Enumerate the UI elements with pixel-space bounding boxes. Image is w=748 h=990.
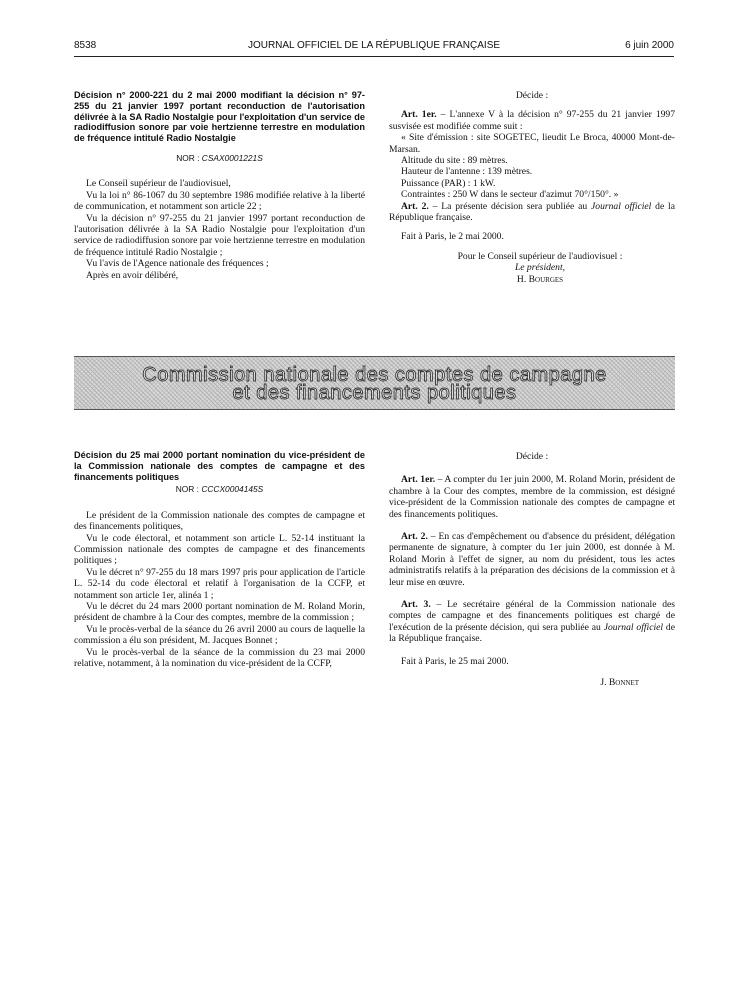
signature-role: Le président, — [514, 262, 566, 274]
article-text: La présente décision sera publiée au — [441, 200, 588, 212]
banner-line-1: Commission nationale des comptes de campagne — [142, 364, 607, 386]
article-1: Art. 1er. – A compter du 1er juin 2000, M. Roland Morin, président de chambre à la Cour des comptes, membre de la commission, est désigné vice-président de la Commission nationale des comptes de campagne et des financements politiques. — [389, 474, 675, 520]
preamble-paragraph: Vu l'avis de l'Agence nationale des fréquences ; — [86, 258, 269, 270]
article-text: L'annexe V à la décision n° 97-255 du 21 janvier 1997 susvisée est modifiée comme suit : — [389, 109, 676, 132]
preamble-paragraph: Après en avoir délibéré, — [86, 269, 179, 281]
section-banner — [74, 356, 675, 410]
signature-for: Pour le Conseil supérieur de l'audiovisuel : — [457, 250, 623, 262]
article-text: Le secrétaire général de la Commission nationale des comptes de campagne et des financements politiques est chargé de l'exécution de la présente décision, qui sera publiée au — [389, 599, 676, 633]
decision1-nor — [74, 153, 365, 164]
article-label: Art. 2. — [401, 531, 428, 543]
decide-heading: Décide : — [515, 90, 549, 101]
decision2-left-column — [74, 450, 365, 669]
article-label: Art. 2. — [401, 200, 429, 212]
nor-label: NOR : — [175, 484, 199, 495]
journal-title: JOURNAL OFFICIEL DE LA RÉPUBLIQUE FRANÇAISE — [247, 40, 501, 51]
journal-name: Journal officiel — [591, 200, 652, 212]
issue-date: 6 juin 2000 — [625, 40, 674, 51]
preamble-paragraph: Le Conseil supérieur de l'audiovisuel, — [86, 178, 231, 190]
decision2-right-column — [389, 451, 675, 689]
site-line: Puissance (PAR) : 1 kW. — [401, 177, 496, 189]
signature-name: J. Bonnet — [600, 677, 639, 689]
preamble-paragraph: Vu le décret du 24 mars 2000 portant nomination de M. Roland Morin, président de chambre à la Cour des comptes, membre de la commission ; — [74, 601, 365, 624]
article-text: En cas d'empêchement ou d'absence du président, délégation permanente de signature, à compter du 1er juin 2000, est donnée à M. Roland Morin à l'effet de signer, au nom du président, tous les actes administratifs relatifs à la préparation des décisions de la commission et à leur mise en œuvre. — [389, 531, 676, 588]
article-2: Art. 2. – En cas d'empêchement ou d'absence du président, délégation permanente de signature, à compter du 1er juin 2000, est donnée à M. Roland Morin à l'effet de signer, au nom du président, tous les actes administratifs relatifs à la préparation des décisions de la commission et à leur mise en œuvre. — [389, 531, 676, 588]
preamble-paragraph: Le président de la Commission nationale des comptes de campagne et des financements politiques, — [74, 509, 365, 533]
page-number: 8538 — [74, 40, 97, 51]
journal-name: Journal officiel — [603, 621, 664, 633]
site-line: Altitude du site : 89 mètres. — [401, 155, 508, 167]
article-2: Art. 2. – La présente décision sera publiée au Journal officiel de la République française. — [389, 200, 675, 224]
article-text: de la République française. — [389, 200, 675, 224]
article-label: Art. 3. — [401, 599, 431, 611]
article-1: Art. 1er. – L'annexe V à la décision n° 97-255 du 21 janvier 1997 susvisée est modifiée comme suit : — [389, 109, 676, 132]
nor-code: CSAX0001221S — [201, 152, 263, 163]
header-rule — [74, 56, 674, 57]
preamble-paragraph: Vu le procès-verbal de la séance du 26 avril 2000 au cours de laquelle la commission a élu son président, M. Jacques Bonnet ; — [74, 623, 365, 647]
page-header — [74, 40, 674, 54]
banner-line-2: et des financements politiques — [232, 382, 517, 404]
done-at: Fait à Paris, le 25 mai 2000. — [401, 655, 509, 667]
preamble-paragraph: Vu le procès-verbal de la séance de la commission du 23 mai 2000 relative, notamment, à la nomination du vice-président de la CCFP, — [74, 646, 365, 670]
article-3: Art. 3. – Le secrétaire général de la Commission nationale des comptes de campagne et des financements politiques est chargé de l'exécution de la présente décision, qui sera publiée au Journal officiel de la République française. — [389, 599, 676, 645]
decision1-title: Décision n° 2000-221 du 2 mai 2000 modifiant la décision n° 97-255 du 21 janvier 1997 portant reconduction de l'autorisation délivrée à la SA Radio Nostalgie pour l'exploitation d'un service de radiodiffusion sonore par voie hertzienne terrestre en modulation de fréquence intitulé Radio Nostalgie — [74, 90, 365, 144]
decision1-right-column — [389, 90, 675, 285]
nor-code: CCCX0004145S — [201, 484, 264, 495]
decide-heading: Décide : — [515, 451, 549, 462]
article-text: de la République française. — [389, 621, 675, 645]
decision2-nor — [74, 484, 365, 495]
site-line: « Site d'émission : site SOGETEC, lieudit Le Broca, 40000 Mont-de-Marsan. — [389, 132, 675, 155]
article-label: Art. 1er. — [401, 474, 436, 486]
nor-label: NOR : — [176, 152, 200, 163]
signature-block — [405, 251, 675, 285]
site-line: Contraintes : 250 W dans le secteur d'azimut 70°/150°. » — [401, 189, 619, 201]
signature-name: H. Bourges — [516, 273, 564, 285]
preamble-paragraph: Vu la décision n° 97-255 du 21 janvier 1997 portant reconduction de l'autorisation délivrée à la SA Radio Nostalgie pour l'exploitation d'un service de radiodiffusion sonore par voie hertzienne terrestre en modulation de fréquence intitulé Radio Nostalgie ; — [74, 212, 365, 258]
preamble-paragraph: Vu la loi n° 86-1067 du 30 septembre 1986 modifiée relative à la liberté de communication, et notamment son article 22 ; — [74, 189, 365, 213]
article-label: Art. 1er. — [401, 109, 437, 121]
done-at: Fait à Paris, le 2 mai 2000. — [401, 231, 504, 243]
decision2-title: Décision du 25 mai 2000 portant nomination du vice-président de la Commission nationale des comptes de campagne et des financements politiques — [74, 450, 365, 482]
decision1-left-column — [74, 90, 365, 281]
preamble-paragraph: Vu le décret n° 97-255 du 18 mars 1997 pris pour application de l'article L. 52-14 du code électoral et relatif à l'organisation de la CCFP, et notamment son article 1er, alinéa 1 ; — [74, 566, 365, 601]
site-line: Hauteur de l'antenne : 139 mètres. — [401, 166, 533, 178]
preamble-paragraph: Vu le code électoral, et notamment son article L. 52-14 instituant la Commission nationale des comptes de campagne et des financements politiques ; — [74, 532, 365, 567]
article-text: A compter du 1er juin 2000, M. Roland Morin, président de chambre à la Cour des comptes, membre de la commission, est désigné vice-président de la Commission nationale des comptes de campagne et des financements politiques. — [389, 474, 675, 520]
